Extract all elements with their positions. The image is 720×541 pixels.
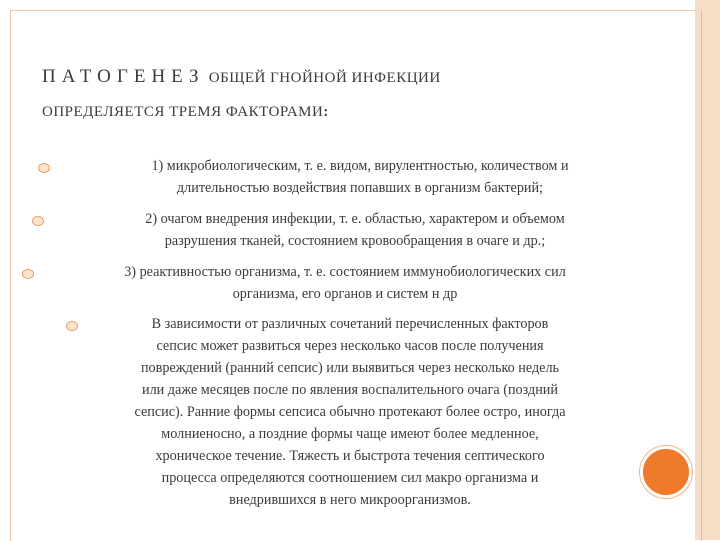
title-colon: : [323,104,329,120]
paragraph-line: внедрившихся в него микроорганизмов. [229,492,471,508]
bullet-icon [32,216,44,226]
list-item-3-line2: организма, его органов и систем н др [232,286,458,302]
title-line2: ОПРЕДЕЛЯЕТСЯ ТРЕМЯ ФАКТОРАМИ [42,104,324,120]
paragraph-line: повреждений (ранний сепсис) или выявиться через несколько недель [140,360,560,376]
list-item-2-line2: разрушения тканей, состоянием кровообращения в очаге и др.; [164,233,546,249]
paragraph-line: сепсис). Ранние формы сепсиса обычно протекают более остро, иногда [134,404,566,420]
list-item-1-line1: 1) микробиологическим, т. е. видом, вирулентностью, количеством и [151,158,569,174]
list-item-2-line1: 2) очагом внедрения инфекции, т. е. областью, характером и объемом [145,211,565,227]
paragraph-line: молниеносно, а поздние формы чаще имеют более медленное, [161,426,539,442]
paragraph-line: сепсис может развиться через несколько часов после получения [156,338,544,354]
paragraph-line: В зависимости от различных сочетаний перечисленных факторов [151,316,549,332]
body-paragraph [50,313,650,511]
title-lead: ПАТОГЕНЕЗ [42,66,205,87]
title-rest: ОБЩЕЙ ГНОЙНОЙ ИНФЕКЦИИ [208,70,441,86]
bullet-icon [22,269,34,279]
list-item-2 [50,208,660,252]
list-item-3-line1: 3) реактивностью организма, т. е. состоянием иммунобиологических сил [124,264,566,280]
list-item-1 [60,155,660,199]
list-item-3 [45,261,645,305]
bullet-icon [38,163,50,173]
list-item-1-line2: длительностью воздействия попавших в организм бактерий; [176,180,544,196]
slide-title [42,60,682,129]
paragraph-line: хроническое течение. Тяжесть и быстрота течения септического [155,448,545,464]
paragraph-line: или даже месяцев после по явления воспалительного очага (поздний [142,382,558,398]
right-decor-bar [695,0,720,540]
paragraph-line: процесса определяются соотношением сил макро организма и [161,470,539,486]
